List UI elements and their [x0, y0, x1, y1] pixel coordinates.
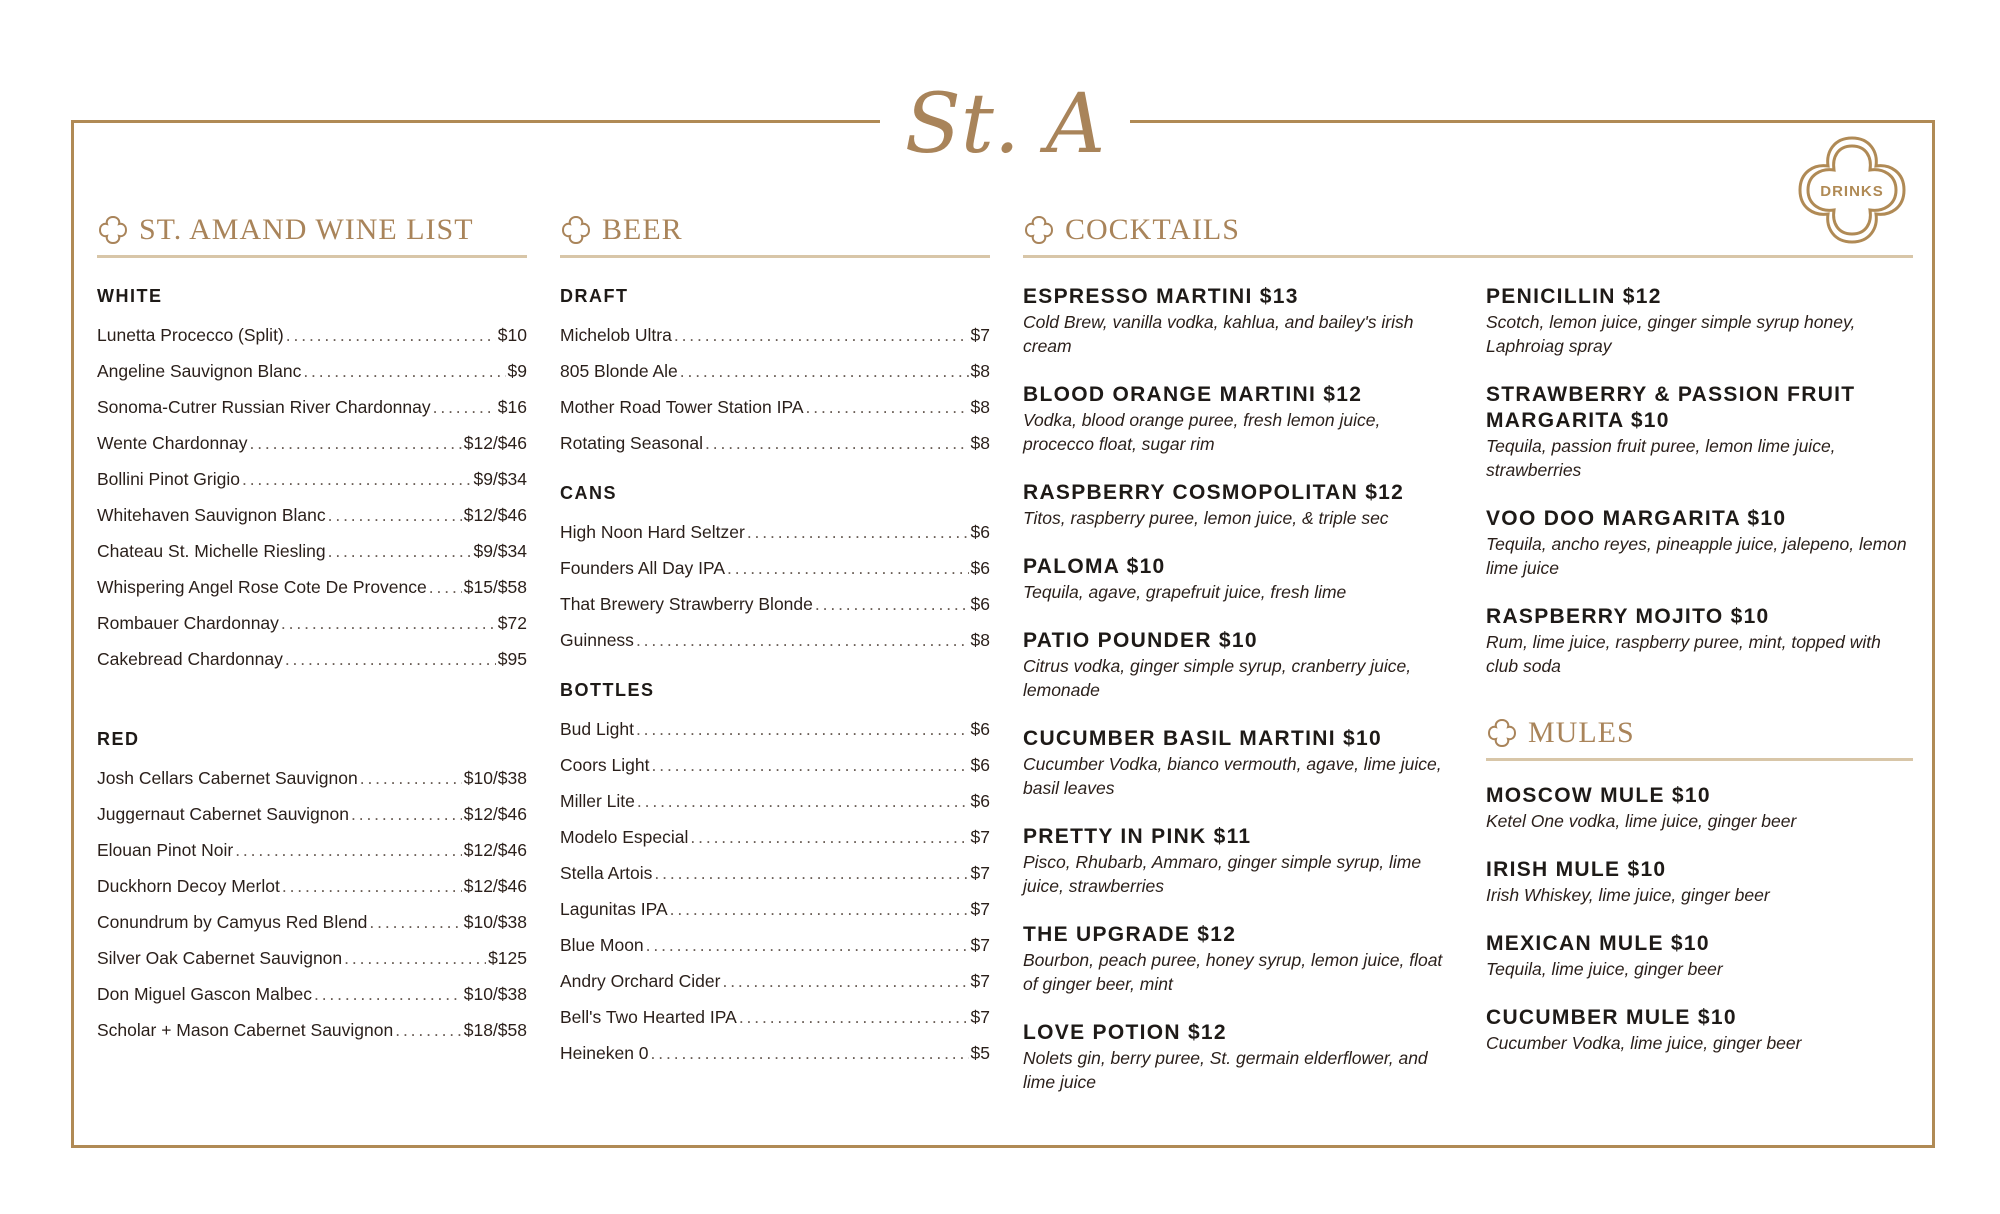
drink-name: RASPBERRY MOJITO $10: [1486, 605, 1770, 628]
white-label: WHITE: [97, 286, 163, 306]
item-price: $15/$58: [463, 577, 527, 597]
menu-item-row: [560, 855, 990, 891]
drink-name: PENICILLIN $12: [1486, 285, 1662, 308]
menu-item-row: [97, 940, 527, 976]
bottles-list: [560, 711, 990, 1071]
drink-name: IRISH MULE $10: [1486, 858, 1667, 881]
item-name: Modelo Especial: [560, 827, 689, 847]
drink-description: Tequila, ancho reyes, pineapple juice, jalepeno, lemon lime juice: [1486, 534, 1907, 578]
dot-leader: [815, 586, 969, 622]
red-label: RED: [97, 729, 140, 749]
logo-text: St. A: [904, 77, 1106, 172]
wine-column: [97, 205, 527, 1048]
dot-leader: [636, 711, 969, 747]
item-name: Whitehaven Sauvignon Blanc: [97, 505, 326, 525]
item-name: Silver Oak Cabernet Sauvignon: [97, 948, 343, 968]
drink-name: LOVE POTION $12: [1023, 1021, 1227, 1044]
dot-leader: [705, 425, 969, 461]
dot-leader: [652, 747, 969, 783]
menu-item-row: [97, 425, 527, 461]
item-price: $7: [970, 863, 990, 883]
dot-leader: [680, 353, 969, 389]
dot-leader: [351, 796, 462, 832]
drink-item: [1486, 783, 1913, 833]
drink-name: PATIO POUNDER $10: [1023, 629, 1258, 652]
item-price: $6: [970, 755, 990, 775]
item-price: $10: [497, 325, 527, 345]
dot-leader: [282, 868, 462, 904]
drink-description: Pisco, Rhubarb, Ammaro, ginger simple syrup, lime juice, strawberries: [1023, 852, 1422, 896]
drink-description: Cucumber Vodka, bianco vermouth, agave, lime juice, basil leaves: [1023, 754, 1442, 798]
menu-item-row: [560, 514, 990, 550]
cocktails-left-list: [1023, 258, 1453, 1094]
menu-item-row: [560, 1035, 990, 1071]
drink-description: Tequila, lime juice, ginger beer: [1486, 959, 1723, 979]
cocktails-header: [1023, 205, 1913, 258]
menu-item-row: [560, 747, 990, 783]
menu-item-row: [560, 927, 990, 963]
drink-item: [1486, 857, 1913, 907]
dot-leader: [242, 461, 471, 497]
item-price: $5: [970, 1043, 990, 1063]
drink-name: RASPBERRY COSMOPOLITAN $12: [1023, 481, 1405, 504]
menu-item-row: [97, 904, 527, 940]
item-price: $95: [497, 649, 527, 669]
dot-leader: [433, 389, 496, 425]
draft-list: [560, 317, 990, 461]
drink-description: Ketel One vodka, lime juice, ginger beer: [1486, 811, 1797, 831]
dot-leader: [249, 425, 461, 461]
menu-item-row: [560, 999, 990, 1035]
beer-title: BEER: [602, 213, 683, 246]
menu-item-row: [97, 353, 527, 389]
quatrefoil-icon: [1023, 214, 1055, 246]
drink-item: [1023, 726, 1453, 800]
item-name: That Brewery Strawberry Blonde: [560, 594, 813, 614]
drink-item: [1023, 922, 1453, 996]
item-price: $7: [970, 325, 990, 345]
wine-header: [97, 205, 527, 258]
menu-item-row: [97, 569, 527, 605]
item-name: 805 Blonde Ale: [560, 361, 678, 381]
menu-item-row: [560, 389, 990, 425]
item-price: $72: [497, 613, 527, 633]
beer-header: [560, 205, 990, 258]
item-price: $12/$46: [463, 804, 527, 824]
item-name: Wente Chardonnay: [97, 433, 248, 453]
item-name: Stella Artois: [560, 863, 653, 883]
drink-item: [1486, 284, 1913, 358]
drink-description: Rum, lime juice, raspberry puree, mint, topped with club soda: [1486, 632, 1881, 676]
cocktails-title: COCKTAILS: [1065, 213, 1240, 246]
item-name: Bell's Two Hearted IPA: [560, 1007, 737, 1027]
item-price: $10/$38: [463, 768, 527, 788]
item-price: $16: [497, 397, 527, 417]
drink-description: Nolets gin, berry puree, St. germain elderflower, and lime juice: [1023, 1048, 1428, 1092]
item-name: Conundrum by Camyus Red Blend: [97, 912, 368, 932]
dot-leader: [395, 1012, 462, 1048]
item-price: $8: [970, 361, 990, 381]
dot-leader: [369, 904, 461, 940]
drink-item: [1023, 284, 1453, 358]
dot-leader: [722, 963, 968, 999]
drink-item: [1023, 554, 1453, 604]
item-name: Bollini Pinot Grigio: [97, 469, 240, 489]
dot-leader: [314, 976, 462, 1012]
item-price: $18/$58: [463, 1020, 527, 1040]
white-wine-list: [97, 317, 527, 677]
drink-name: MOSCOW MULE $10: [1486, 784, 1711, 807]
item-name: Bud Light: [560, 719, 634, 739]
item-price: $125: [488, 948, 527, 968]
drink-description: Tequila, agave, grapefruit juice, fresh lime: [1023, 582, 1347, 602]
item-name: Founders All Day IPA: [560, 558, 726, 578]
dot-leader: [670, 891, 969, 927]
drink-item: [1486, 506, 1913, 580]
menu-item-row: [97, 868, 527, 904]
item-price: $7: [970, 935, 990, 955]
menu-item-row: [97, 760, 527, 796]
dot-leader: [747, 514, 969, 550]
item-name: Juggernaut Cabernet Sauvignon: [97, 804, 349, 824]
item-name: Scholar + Mason Cabernet Sauvignon: [97, 1020, 394, 1040]
item-name: Coors Light: [560, 755, 650, 775]
menu-item-row: [97, 317, 527, 353]
cans-label: CANS: [560, 483, 618, 503]
item-name: Mother Road Tower Station IPA: [560, 397, 804, 417]
quatrefoil-icon: [560, 214, 592, 246]
menu-item-row: [97, 976, 527, 1012]
dot-leader: [328, 497, 462, 533]
drink-name: VOO DOO MARGARITA $10: [1486, 507, 1787, 530]
item-price: $7: [970, 1007, 990, 1027]
drink-item: [1486, 931, 1913, 981]
drink-item: [1486, 604, 1913, 678]
item-price: $9/$34: [473, 541, 527, 561]
menu-item-row: [560, 891, 990, 927]
drink-description: Scotch, lemon juice, ginger simple syrup honey, Laphroiag spray: [1486, 312, 1856, 356]
menu-item-row: [97, 1012, 527, 1048]
quatrefoil-icon: [1486, 717, 1518, 749]
menu-item-row: [560, 783, 990, 819]
drink-description: Titos, raspberry puree, lemon juice, & triple sec: [1023, 508, 1389, 528]
item-price: $8: [970, 397, 990, 417]
dot-leader: [429, 569, 462, 605]
cocktails-section: [1023, 205, 1913, 258]
item-name: Michelob Ultra: [560, 325, 672, 345]
dot-leader: [637, 783, 969, 819]
item-price: $8: [970, 630, 990, 650]
drink-item: [1486, 1005, 1913, 1055]
item-price: $9: [507, 361, 527, 381]
drink-item: [1486, 382, 1913, 482]
item-name: Cakebread Chardonnay: [97, 649, 283, 669]
item-price: $10/$38: [463, 912, 527, 932]
item-name: Chateau St. Michelle Riesling: [97, 541, 326, 561]
item-price: $10/$38: [463, 984, 527, 1004]
dot-leader: [739, 999, 969, 1035]
item-price: $6: [970, 719, 990, 739]
item-name: Don Miguel Gascon Malbec: [97, 984, 312, 1004]
item-price: $7: [970, 971, 990, 991]
drink-name: PRETTY IN PINK $11: [1023, 825, 1252, 848]
dot-leader: [328, 533, 472, 569]
drink-description: Vodka, blood orange puree, fresh lemon juice, procecco float, sugar rim: [1023, 410, 1381, 454]
item-name: Duckhorn Decoy Merlot: [97, 876, 280, 896]
item-price: $8: [970, 433, 990, 453]
menu-item-row: [560, 317, 990, 353]
dot-leader: [344, 940, 486, 976]
item-name: Miller Lite: [560, 791, 635, 811]
mules-title: MULES: [1528, 716, 1635, 749]
mules-list: [1486, 783, 1913, 1055]
item-price: $12/$46: [463, 876, 527, 896]
dot-leader: [303, 353, 505, 389]
drink-item: [1023, 628, 1453, 702]
item-price: $6: [970, 558, 990, 578]
menu-item-row: [560, 711, 990, 747]
item-name: Josh Cellars Cabernet Sauvignon: [97, 768, 358, 788]
drink-name: THE UPGRADE $12: [1023, 923, 1237, 946]
menu-item-row: [97, 832, 527, 868]
drink-item: [1023, 480, 1453, 530]
drink-name: ESPRESSO MARTINI $13: [1023, 285, 1299, 308]
menu-item-row: [560, 550, 990, 586]
menu-item-row: [560, 622, 990, 658]
cocktails-right-list: [1486, 284, 1913, 678]
menu-item-row: [560, 586, 990, 622]
drink-item: [1023, 382, 1453, 456]
dot-leader: [674, 317, 969, 353]
st-a-logo: [880, 62, 1130, 192]
dot-leader: [285, 641, 496, 677]
item-price: $7: [970, 899, 990, 919]
item-name: Rotating Seasonal: [560, 433, 704, 453]
dot-leader: [636, 622, 969, 658]
menu-item-row: [97, 796, 527, 832]
item-price: $6: [970, 594, 990, 614]
item-price: $12/$46: [463, 433, 527, 453]
drink-description: Cold Brew, vanilla vodka, kahlua, and bailey's irish cream: [1023, 312, 1414, 356]
dot-leader: [806, 389, 969, 425]
drink-name: STRAWBERRY & PASSION FRUIT MARGARITA $10: [1486, 383, 1856, 432]
item-name: Whispering Angel Rose Cote De Provence: [97, 577, 427, 597]
quatrefoil-icon: [97, 214, 129, 246]
drink-description: Irish Whiskey, lime juice, ginger beer: [1486, 885, 1770, 905]
item-name: Blue Moon: [560, 935, 644, 955]
item-name: Guinness: [560, 630, 634, 650]
cans-list: [560, 514, 990, 658]
drink-name: MEXICAN MULE $10: [1486, 932, 1710, 955]
item-name: Lagunitas IPA: [560, 899, 668, 919]
menu-item-row: [560, 353, 990, 389]
dot-leader: [690, 819, 968, 855]
dot-leader: [286, 317, 496, 353]
item-name: Lunetta Procecco (Split): [97, 325, 284, 345]
drink-description: Citrus vodka, ginger simple syrup, cranberry juice, lemonade: [1023, 656, 1412, 700]
item-price: $6: [970, 522, 990, 542]
menu-item-row: [97, 497, 527, 533]
drink-name: PALOMA $10: [1023, 555, 1166, 578]
item-name: Andry Orchard Cider: [560, 971, 721, 991]
menu-item-row: [97, 605, 527, 641]
item-price: $6: [970, 791, 990, 811]
drink-item: [1023, 1020, 1453, 1094]
dot-leader: [281, 605, 496, 641]
dot-leader: [360, 760, 462, 796]
beer-column: [560, 205, 990, 1071]
drink-description: Bourbon, peach puree, honey syrup, lemon juice, float of ginger beer, mint: [1023, 950, 1443, 994]
menu-item-row: [97, 461, 527, 497]
item-name: Elouan Pinot Noir: [97, 840, 234, 860]
menu-item-row: [97, 533, 527, 569]
dot-leader: [646, 927, 969, 963]
drink-name: CUCUMBER MULE $10: [1486, 1006, 1737, 1029]
mules-header: [1486, 708, 1913, 761]
menu-item-row: [97, 641, 527, 677]
bottles-label: BOTTLES: [560, 680, 655, 700]
wine-title: ST. AMAND WINE LIST: [139, 213, 474, 246]
menu-item-row: [560, 963, 990, 999]
item-name: Rombauer Chardonnay: [97, 613, 279, 633]
dot-leader: [651, 1035, 969, 1071]
dot-leader: [235, 832, 462, 868]
draft-label: DRAFT: [560, 286, 629, 306]
item-name: Heineken 0: [560, 1043, 649, 1063]
menu-item-row: [97, 389, 527, 425]
menu-item-row: [560, 425, 990, 461]
item-name: Sonoma-Cutrer Russian River Chardonnay: [97, 397, 431, 417]
drink-item: [1023, 824, 1453, 898]
item-name: High Noon Hard Seltzer: [560, 522, 745, 542]
badge-text: DRINKS: [1820, 183, 1884, 200]
item-price: $9/$34: [473, 469, 527, 489]
item-price: $12/$46: [463, 505, 527, 525]
drink-description: Tequila, passion fruit puree, lemon lime juice, strawberries: [1486, 436, 1836, 480]
item-price: $7: [970, 827, 990, 847]
dot-leader: [727, 550, 969, 586]
red-wine-list: [97, 760, 527, 1048]
drink-description: Cucumber Vodka, lime juice, ginger beer: [1486, 1033, 1802, 1053]
item-price: $12/$46: [463, 840, 527, 860]
item-name: Angeline Sauvignon Blanc: [97, 361, 302, 381]
drink-name: CUCUMBER BASIL MARTINI $10: [1023, 727, 1382, 750]
menu-item-row: [560, 819, 990, 855]
dot-leader: [654, 855, 968, 891]
cocktails-right-column: [1486, 258, 1913, 1055]
drink-name: BLOOD ORANGE MARTINI $12: [1023, 383, 1363, 406]
